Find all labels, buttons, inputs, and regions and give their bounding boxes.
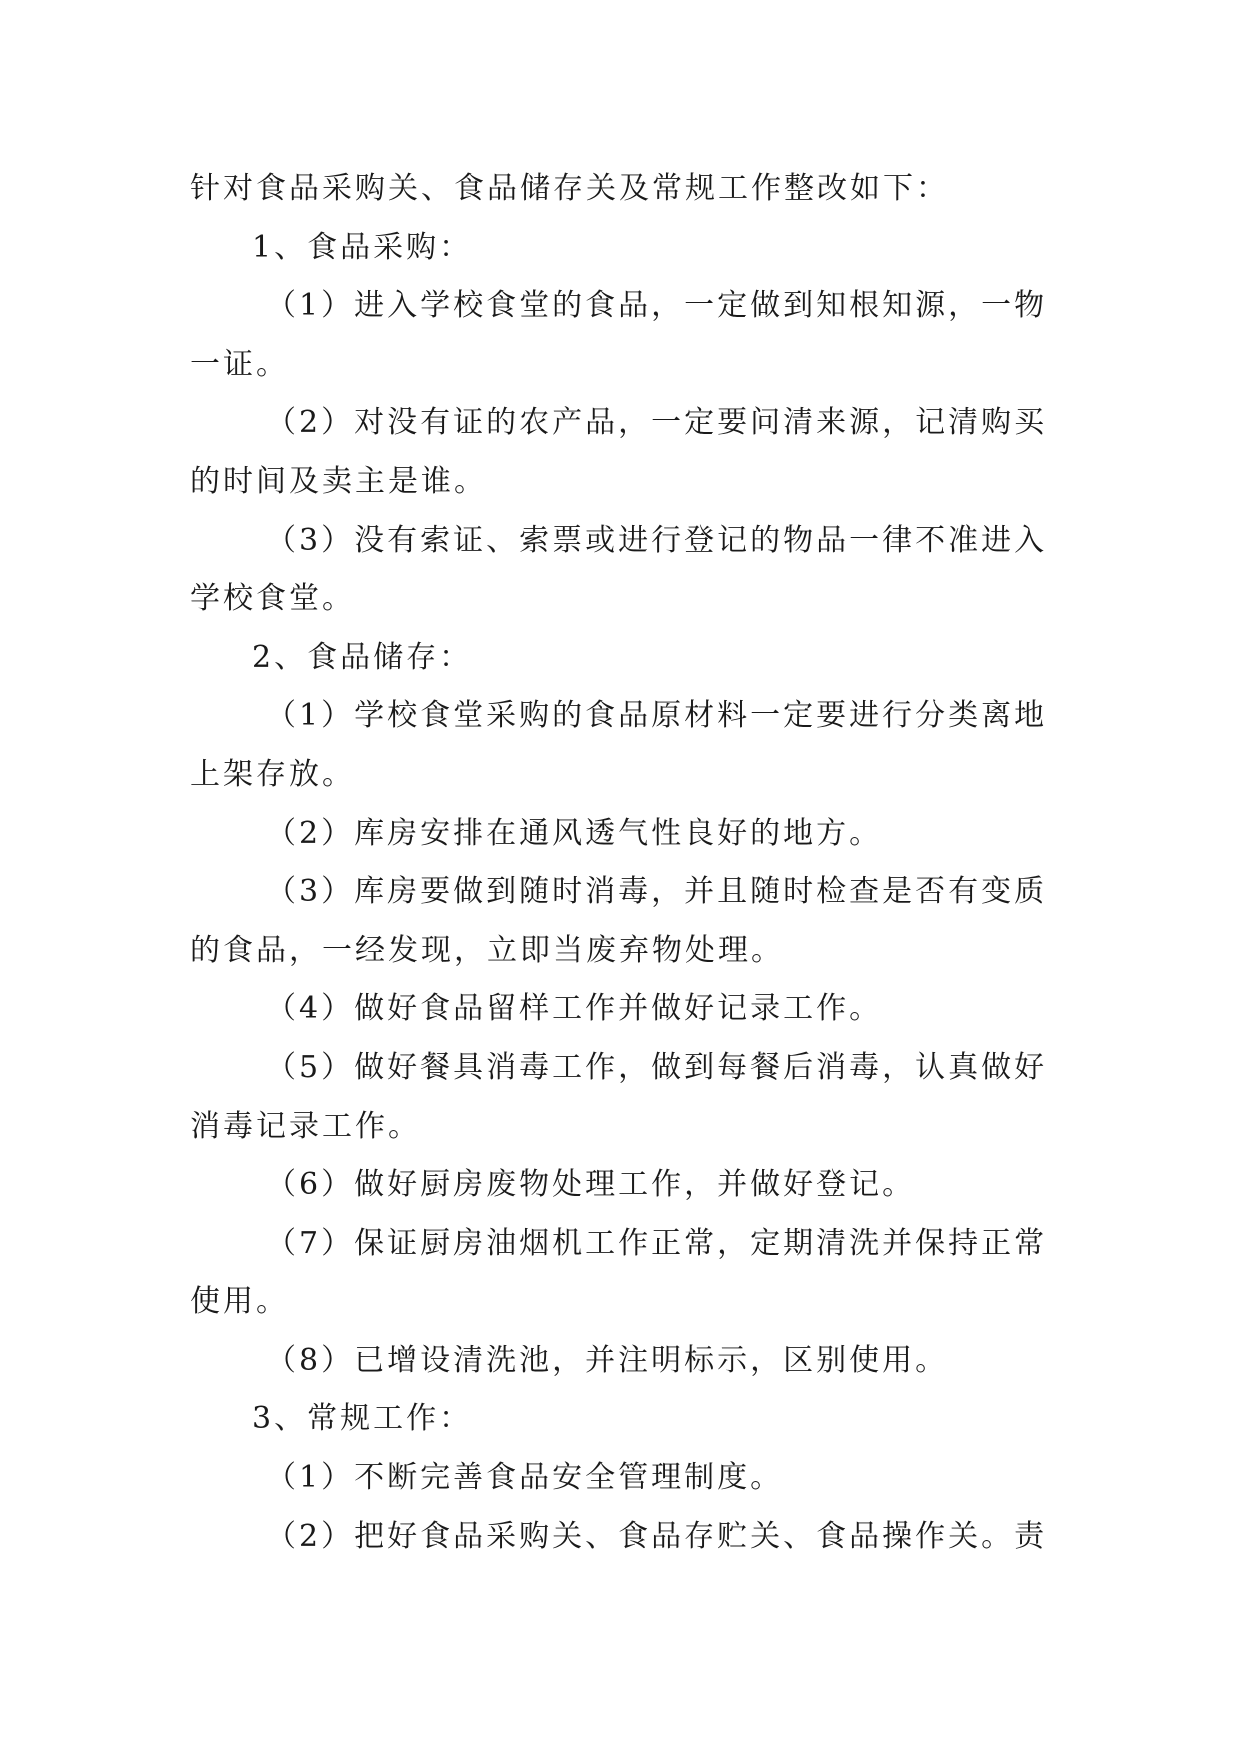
list-item: （2）库房安排在通风透气性良好的地方。 — [266, 815, 883, 851]
list-item: （6）做好厨房废物处理工作，并做好登记。 — [266, 1167, 916, 1203]
list-item: （2）对没有证的农产品，一定要问清来源，记清购买 — [266, 405, 1048, 441]
list-item-continuation: 的食品，一经发现，立即当废弃物处理。 — [190, 932, 784, 968]
section-heading-routine: 3、常规工作： — [252, 1401, 473, 1437]
intro-line: 针对食品采购关、食品储存关及常规工作整改如下： — [190, 171, 949, 206]
list-item-continuation: 一证。 — [190, 346, 289, 382]
section-heading-storage: 2、食品储存： — [252, 639, 473, 675]
list-item: （1）学校食堂采购的食品原材料一定要进行分类离地 — [266, 698, 1048, 734]
list-item-continuation: 学校食堂。 — [190, 581, 355, 617]
list-item: （4）做好食品留样工作并做好记录工作。 — [266, 991, 883, 1027]
list-item: （7）保证厨房油烟机工作正常，定期清洗并保持正常 — [266, 1225, 1048, 1261]
list-item: （3）没有索证、索票或进行登记的物品一律不准进入 — [266, 522, 1048, 558]
list-item: （3）库房要做到随时消毒，并且随时检查是否有变质 — [266, 874, 1048, 910]
list-item: （8）已增设清洗池，并注明标示，区别使用。 — [266, 1342, 949, 1378]
list-item-continuation: 上架存放。 — [190, 756, 355, 792]
section-heading-procurement: 1、食品采购： — [252, 229, 473, 265]
list-item-continuation: 使用。 — [190, 1284, 289, 1320]
list-item: （1）进入学校食堂的食品，一定做到知根知源，一物 — [266, 288, 1048, 324]
list-item: （1）不断完善食品安全管理制度。 — [266, 1460, 784, 1496]
document-page — [190, 160, 1058, 1566]
list-item: （2）把好食品采购关、食品存贮关、食品操作关。责 — [266, 1518, 1048, 1554]
list-item-continuation: 消毒记录工作。 — [190, 1108, 421, 1144]
list-item-continuation: 的时间及卖主是谁。 — [190, 463, 487, 499]
list-item: （5）做好餐具消毒工作，做到每餐后消毒，认真做好 — [266, 1049, 1048, 1085]
